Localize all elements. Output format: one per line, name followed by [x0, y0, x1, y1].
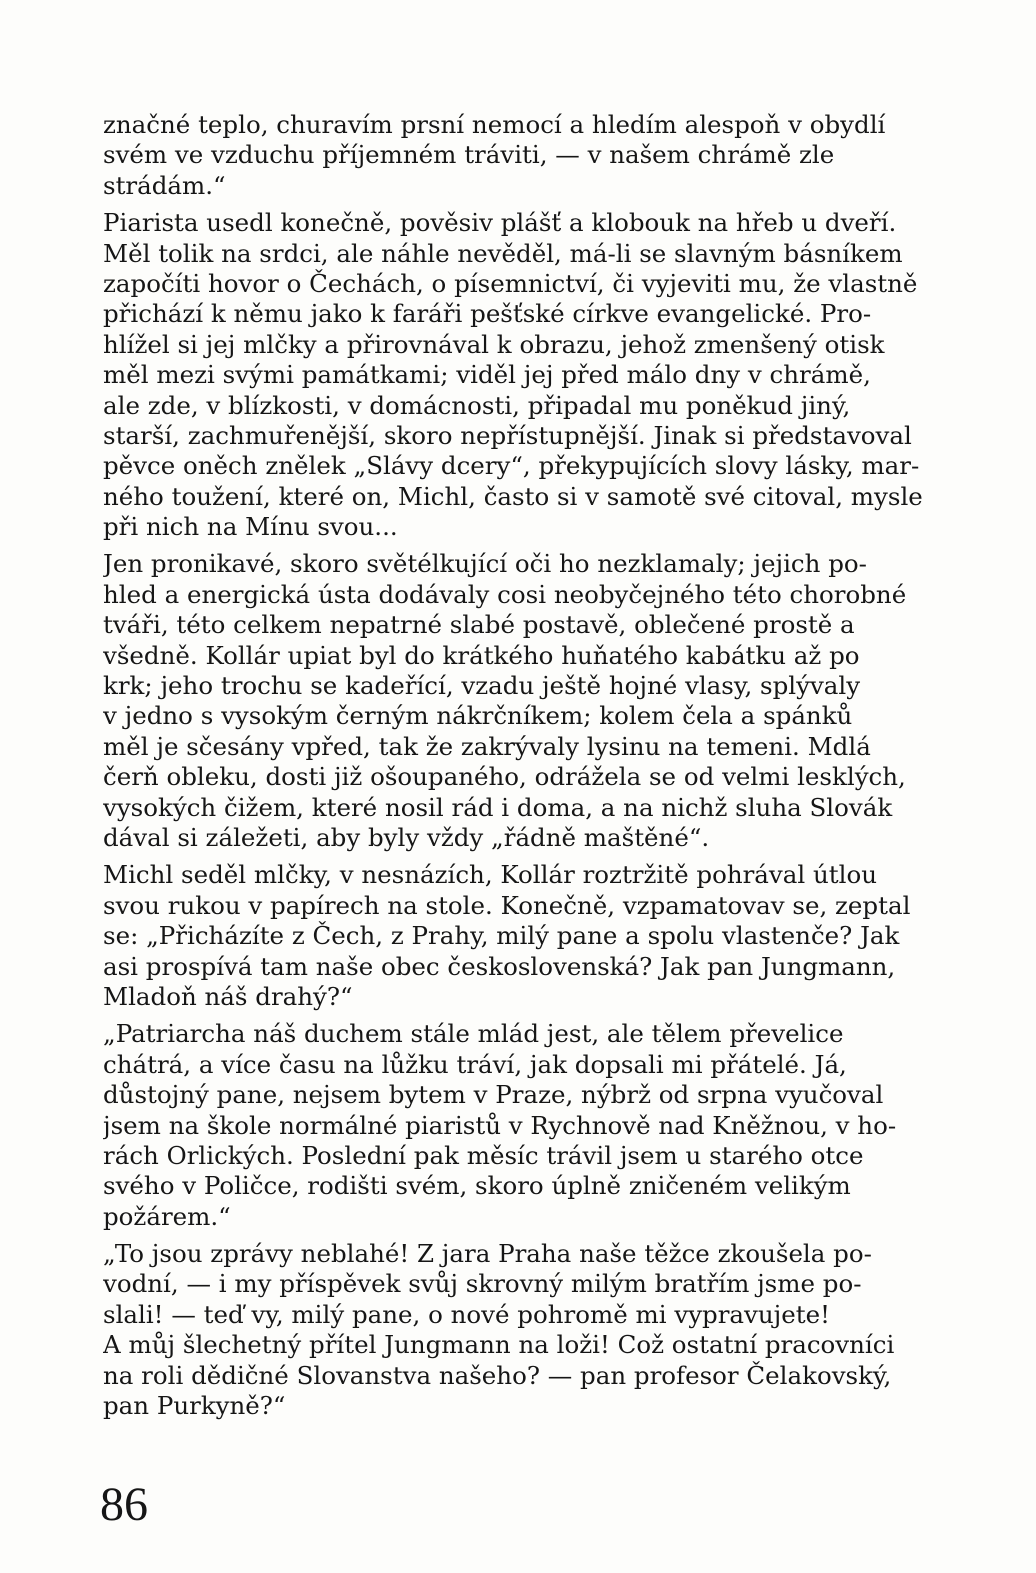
text-line: svém ve vzduchu příjemném tráviti, — v našem chrámě zle: [103, 140, 835, 170]
text-line: ale zde, v blízkosti, v domácnosti, připadal mu poněkud jiný,: [103, 390, 851, 420]
page-number: 86: [100, 1478, 148, 1531]
paragraph-4: [103, 860, 933, 1012]
text-line: přichází k němu jako k faráři pešťské církve evangelické. Pro-: [103, 299, 872, 329]
text-line: započíti hovor o Čechách, o písemnictví, či vyjeviti mu, že vlastně: [103, 268, 918, 298]
paragraph-5: [103, 1019, 933, 1232]
text-line: starší, zachmuřenější, skoro nepřístupnější. Jinak si představoval: [103, 420, 912, 450]
text-line: všedně. Kollár upiat byl do krátkého huňatého kabátku až po: [103, 640, 860, 670]
text-line: na roli dědičné Slovanstva našeho? — pan profesor Čelakovský,: [103, 1360, 892, 1390]
text-line: měl mezi svými památkami; viděl jej před málo dny v chrámě,: [103, 360, 871, 390]
text-line: chátrá, a více času na lůžku tráví, jak dopsali mi přátelé. Já,: [103, 1049, 847, 1079]
text-line: rách Orlických. Poslední pak měsíc trávil jsem u starého otce: [103, 1140, 864, 1170]
paragraph-gap: [103, 1232, 933, 1239]
paragraph-6: [103, 1239, 933, 1421]
text-line: tváři, této celkem nepatrné slabé postavě, oblečené prostě a: [103, 610, 855, 640]
paragraph-1: [103, 110, 933, 201]
text-line: krk; jeho trochu se kadeřící, vzadu ještě hojné vlasy, splývaly: [103, 671, 861, 701]
text-line: Mladoň náš drahý?“: [103, 981, 353, 1011]
text-line: slali! — teď vy, milý pane, o nové pohromě mi vypravujete!: [103, 1299, 830, 1329]
text-line: vodní, — i my příspěvek svůj skrovný milým bratřím jsme po-: [103, 1269, 862, 1299]
text-line: Michl seděl mlčky, v nesnázích, Kollár roztržitě pohrával útlou: [103, 860, 877, 890]
paragraph-gap: [103, 542, 933, 549]
text-line: vysokých čižem, které nosil rád i doma, a na nichž sluha Slovák: [103, 792, 893, 822]
text-line: Jen pronikavé, skoro světélkující oči ho nezklamaly; jejich po-: [103, 549, 867, 579]
text-line: při nich na Mínu svou...: [103, 512, 398, 542]
text-line: pěvce oněch znělek „Slávy dcery“, překypujících slovy lásky, mar-: [103, 451, 920, 481]
text-line: v jedno s vysokým černým nákrčníkem; kolem čela a spánků: [103, 701, 853, 731]
text-line: hlížel si jej mlčky a přirovnával k obrazu, jehož zmenšený otisk: [103, 329, 885, 359]
text-line: svou rukou v papírech na stole. Konečně, vzpamatovav se, zeptal: [103, 890, 911, 920]
paragraph-3: [103, 549, 933, 853]
text-line: hled a energická ústa dodávaly cosi neobyčejného této chorobné: [103, 579, 907, 609]
text-line: značné teplo, churavím prsní nemocí a hledím alespoň v obydlí: [103, 110, 886, 139]
text-line: A můj šlechetný přítel Jungmann na loži! Což ostatní pracovníci: [103, 1330, 895, 1360]
text-line: Piarista usedl konečně, pověsiv plášť a klobouk na hřeb u dveří.: [103, 208, 897, 238]
text-line: asi prospívá tam naše obec československá? Jak pan Jungmann,: [103, 951, 896, 981]
text-line: důstojný pane, nejsem bytem v Praze, nýbrž od srpna vyučoval: [103, 1080, 884, 1110]
paragraph-gap: [103, 1012, 933, 1019]
text-line: požárem.“: [103, 1201, 231, 1231]
paragraph-gap: [103, 201, 933, 208]
text-line: Měl tolik na srdci, ale náhle nevěděl, má-li se slavným básníkem: [103, 238, 903, 268]
text-line: „To jsou zprávy neblahé! Z jara Praha naše těžce zkoušela po-: [103, 1239, 872, 1269]
paragraph-gap: [103, 853, 933, 860]
text-line: ného toužení, které on, Michl, často si v samotě své citoval, mysle: [103, 481, 923, 511]
text-line: strádám.“: [103, 170, 226, 200]
text-line: se: „Přicházíte z Čech, z Prahy, milý pane a spolu vlastenče? Jak: [103, 921, 900, 951]
text-line: pan Purkyně?“: [103, 1391, 286, 1421]
text-line: svého v Poličce, rodišti svém, skoro úplně zničeném velikým: [103, 1171, 851, 1201]
text-line: měl je sčesány vpřed, tak že zakrývaly lysinu na temeni. Mdlá: [103, 731, 871, 761]
text-line: dával si záležeti, aby byly vždy „řádně maštěné“.: [103, 822, 710, 852]
text-line: jsem na škole normálné piaristů v Rychnově nad Kněžnou, v ho-: [103, 1110, 897, 1140]
text-line: „Patriarcha náš duchem stále mlád jest, ale tělem převelice: [103, 1019, 844, 1049]
body-text: [103, 110, 933, 1421]
text-line: čerň obleku, dosti již ošoupaného, odrážela se od velmi lesklých,: [103, 762, 906, 792]
paragraph-2: [103, 208, 933, 542]
